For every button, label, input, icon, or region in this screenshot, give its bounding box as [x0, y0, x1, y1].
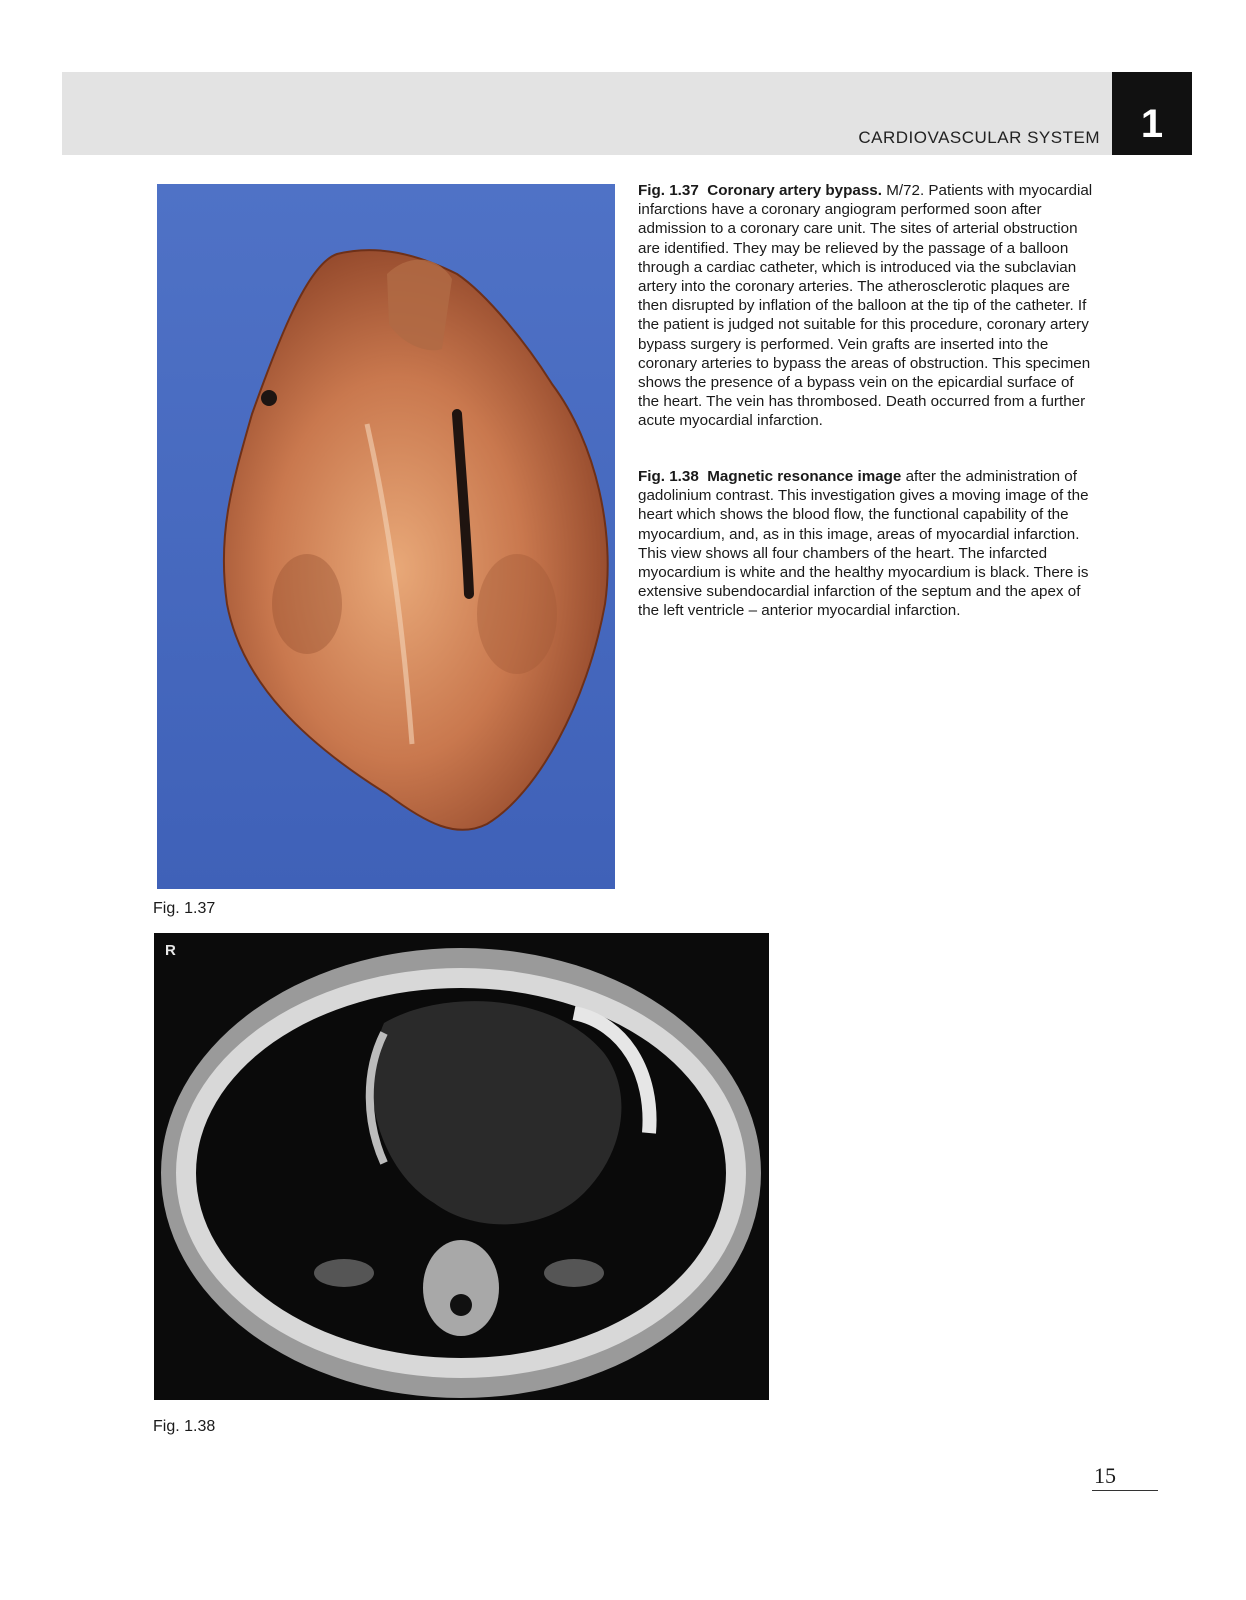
- caption-body: M/72. Patients with myocardial infarctions have a coronary angiogram performed soon after admission to a coronary care unit. The sites of arterial obstruction are identified. They may be relieved by the passage of a balloon through a cardiac catheter, which is introduced via the subclavian artery into the coronary arteries. The atherosclerotic plaques are then disrupted by inflation of the balloon at the tip of the catheter. If the patient is judged not suitable for this procedure, coronary artery bypass surgery is performed. Vein grafts are inserted into the coronary arteries to bypass the areas of obstruction. This specimen shows the presence of a bypass vein on the epicardial surface of the heart. The vein has thrombosed. Death occurred from a further acute myocardial infarction.: [638, 182, 1093, 430]
- caption-title: Magnetic resonance image: [707, 468, 902, 485]
- page-number: 15: [1094, 1463, 1116, 1488]
- figure-label: Fig. 1.37: [153, 900, 216, 917]
- chapter-number: 1: [1140, 102, 1164, 146]
- page-number-rule: [1092, 1490, 1158, 1491]
- orientation-marker: R: [165, 942, 176, 959]
- caption-title: Coronary artery bypass.: [707, 182, 882, 199]
- heart-specimen-photo: [157, 184, 615, 889]
- caption-number: Fig. 1.38: [638, 468, 699, 485]
- mri-image: [154, 933, 769, 1400]
- caption-body: after the administration of gadolinium contrast. This investigation gives a moving image of the heart which shows the blood flow, the functional capability of the myocardium, and, as in this image, areas of myocardial infarction. This view shows all four chambers of the heart. The infarcted myocardium is white and the healthy myocardium is black. There is extensive subendocardial infarction of the septum and the apex of the left ventricle – anterior myocardial infarction.: [638, 468, 1089, 620]
- section-title: CARDIOVASCULAR SYSTEM: [858, 128, 1100, 147]
- chapter-tab: [1112, 72, 1192, 155]
- figure-caption: [638, 181, 1094, 431]
- figure-label: Fig. 1.38: [153, 1418, 216, 1435]
- caption-number: Fig. 1.37: [638, 182, 699, 199]
- figure-caption: [638, 467, 1094, 621]
